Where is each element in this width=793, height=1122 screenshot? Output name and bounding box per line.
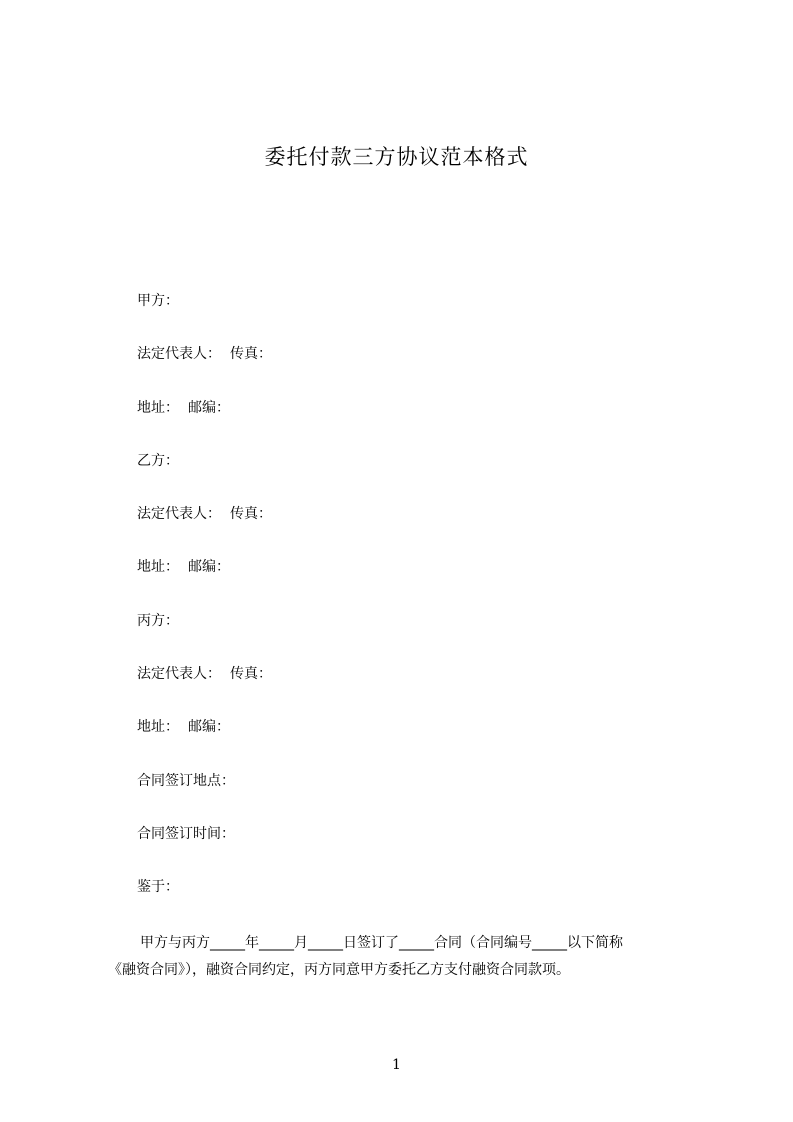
field-label: 合同签订时间： [137,825,235,842]
party-a-address-row [137,397,272,450]
party-c-address-row [137,716,272,769]
party-b-address-row [137,556,272,609]
fax-label: 传真： [230,506,272,523]
field-label: 法定代表人： [137,346,221,363]
whereas-paragraph [108,930,708,984]
field-label: 合同签订地点： [137,772,235,789]
postcode-label: 邮编： [188,399,230,416]
field-label: 法定代表人： [137,666,221,683]
postcode-label: 邮编： [188,719,230,736]
field-label: 法定代表人： [137,506,221,523]
field-label: 鉴于： [137,879,179,896]
field-label: 甲方： [137,293,179,309]
paragraph-line: 甲方与丙方_____年_____月_____日签订了_____合同（合同编号_____以下简称 [140,935,623,951]
field-label: 地址： [137,559,179,576]
signing-time-row [137,823,272,876]
postcode-label: 邮编： [188,559,230,576]
party-b-label [137,450,272,503]
page-number: 1 [392,1057,401,1073]
party-b-representative-row [137,503,272,556]
document-title: 委托付款三方协议范本格式 [264,145,529,169]
party-c-label [137,610,272,663]
party-c-representative-row [137,663,272,716]
party-a-label [137,290,272,343]
fax-label: 传真： [230,666,272,683]
signing-place-row [137,770,272,823]
field-label: 地址： [137,719,179,736]
paragraph-line: 《融资合同》），融资合同约定，丙方同意甲方委托乙方支付融资合同款项。 [108,962,570,978]
field-label: 地址： [137,399,179,416]
party-info-list [137,290,272,930]
field-label: 丙方： [137,612,179,629]
fax-label: 传真： [230,346,272,363]
field-label: 乙方： [137,452,179,469]
whereas-label [137,876,272,929]
party-a-representative-row [137,343,272,396]
